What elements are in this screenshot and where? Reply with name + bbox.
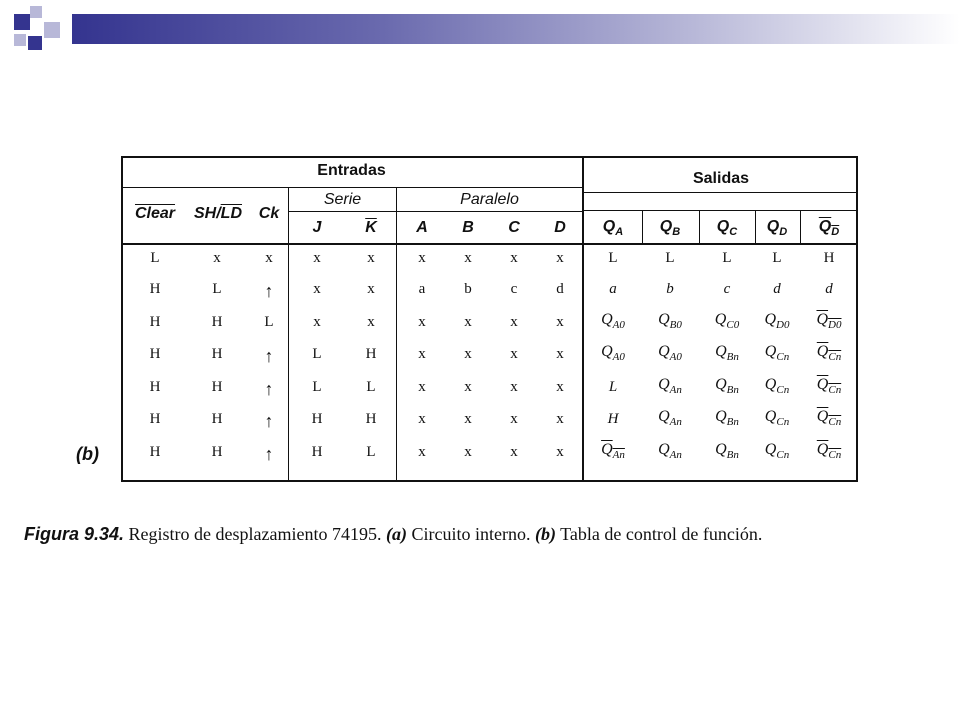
table-cell-output: L (665, 250, 675, 266)
col-clear: Clear (134, 205, 176, 222)
table-cell-output: c (723, 281, 731, 297)
table-cell-output: $Q_{C0}$ (714, 311, 740, 332)
table-cell-output: $Q_{Cn}$ (816, 376, 842, 397)
table-cell-output: $Q_{Bn}$ (715, 441, 739, 462)
table-cell-input: H (211, 379, 223, 395)
table-cell-input: H (211, 346, 223, 362)
table-cell-output: $Q_{An}$ (658, 408, 682, 429)
table-cell-output: d (825, 281, 833, 297)
table-cell-output: $Q_{Cn}$ (764, 376, 790, 397)
caption-text-3: Tabla de control de función. (560, 524, 763, 544)
caption-text-1: Registro de desplazamiento 74195. (128, 524, 382, 544)
col-b: B (462, 219, 474, 236)
table-cell-output: $Q_{A0}$ (601, 311, 625, 332)
table-cell-output: $Q_{D0}$ (764, 311, 790, 332)
table-cell-input: x (556, 250, 564, 266)
table-cell-input: L (312, 379, 322, 395)
table-cell-input: H (149, 314, 161, 330)
table-cell-input: x (556, 379, 564, 395)
table-cell-input: d (556, 281, 564, 297)
table-cell-input: x (418, 346, 426, 362)
table-cell-output: d (773, 281, 781, 297)
table-cell-input: H (211, 444, 223, 460)
col-q-b: $Q_B$ (659, 218, 681, 239)
table-cell-output: L (608, 379, 618, 395)
divider-q-b-c (699, 211, 700, 244)
table-cell-input: ↑ (264, 346, 274, 366)
table-cell-input: x (556, 346, 564, 362)
paralelo-header: Paralelo (460, 191, 519, 208)
table-cell-input: x (313, 250, 321, 266)
table-cell-output: $Q_{Cn}$ (816, 408, 842, 429)
divider-inputs-outputs (582, 156, 584, 482)
table-cell-output: $Q_{B0}$ (658, 311, 682, 332)
table-cell-input: c (510, 281, 518, 297)
divider-serie-paralelo (396, 188, 397, 482)
col-j: J (312, 219, 322, 236)
table-cell-output: $Q_{A0}$ (601, 343, 625, 364)
table-cell-output: L (608, 250, 618, 266)
table-cell-output: $Q_{Bn}$ (715, 343, 739, 364)
table-cell-input: H (211, 411, 223, 427)
table-cell-output: $Q_{A0}$ (658, 343, 682, 364)
table-cell-input: x (464, 250, 472, 266)
table-cell-output: L (722, 250, 732, 266)
table-cell-input: x (464, 314, 472, 330)
table-cell-input: x (510, 314, 518, 330)
table-cell-input: x (313, 314, 321, 330)
table-cell-input: L (312, 346, 322, 362)
table-cell-input: ↑ (264, 411, 274, 431)
table-cell-input: b (464, 281, 472, 297)
figure-caption (24, 524, 762, 545)
table-cell-input: a (418, 281, 426, 297)
divider-q-a-b (642, 211, 643, 244)
table-cell-input: x (510, 444, 518, 460)
table-cell-input: x (510, 411, 518, 427)
table-cell-input: H (149, 444, 161, 460)
table-cell-input: x (556, 314, 564, 330)
table-cell-output: $Q_{D0}$ (816, 311, 842, 332)
table-cell-output: $Q_{Cn}$ (764, 441, 790, 462)
table-cell-output: $Q_{Cn}$ (764, 343, 790, 364)
table-cell-output: a (609, 281, 617, 297)
table-cell-output: H (823, 250, 835, 266)
header-square-light-1 (30, 6, 42, 18)
caption-b: (b) (534, 524, 556, 544)
table-cell-output: $Q_{Bn}$ (715, 408, 739, 429)
table-cell-output: $Q_{An}$ (658, 376, 682, 397)
table-cell-input: x (418, 314, 426, 330)
table-cell-input: x (510, 379, 518, 395)
header-square-light-3 (14, 34, 26, 46)
table-cell-input: ↑ (264, 444, 274, 464)
table-cell-input: H (149, 379, 161, 395)
table-cell-input: H (211, 314, 223, 330)
table-cell-input: x (464, 411, 472, 427)
salidas-header: Salidas (692, 170, 750, 187)
table-cell-input: H (365, 411, 377, 427)
table-cell-input: x (556, 411, 564, 427)
table-cell-output: $Q_{An}$ (658, 441, 682, 462)
part-b-label: (b) (76, 444, 99, 464)
col-q-d-bar: $Q_D$ (818, 218, 840, 239)
table-cell-input: H (149, 346, 161, 362)
table-cell-output: H (607, 411, 619, 427)
col-k: $\overline{K}$ (365, 219, 377, 236)
table-cell-input: x (418, 444, 426, 460)
table-cell-input: x (418, 250, 426, 266)
header-square-navy-2 (28, 36, 42, 50)
table-cell-input: H (311, 444, 323, 460)
table-cell-input: L (212, 281, 222, 297)
col-shld: $SH/\overline{LD}$ (194, 205, 242, 222)
table-cell-output: $Q_{Cn}$ (816, 441, 842, 462)
header-square-light-2 (44, 22, 60, 38)
table-cell-input: x (464, 444, 472, 460)
table-cell-input: L (366, 379, 376, 395)
table-cell-output: b (666, 281, 674, 297)
table-cell-input: x (265, 250, 273, 266)
divider-salidas-boxes-top (584, 210, 858, 211)
divider-header-rows (121, 243, 858, 245)
divider-serie-underline (288, 211, 582, 212)
caption-a: (a) (386, 524, 407, 544)
table-cell-output: L (772, 250, 782, 266)
serie-header: Serie (323, 191, 362, 208)
col-q-a: $Q_A$ (602, 218, 624, 239)
table-cell-input: x (313, 281, 321, 297)
divider-ck-j (288, 188, 289, 482)
table-cell-output: $Q_{Cn}$ (764, 408, 790, 429)
col-q-d: $Q_D$ (766, 218, 788, 239)
table-cell-input: H (365, 346, 377, 362)
table-cell-input: x (510, 250, 518, 266)
caption-text-2: Circuito interno. (411, 524, 531, 544)
table-cell-input: x (367, 314, 375, 330)
col-ck: Ck (258, 205, 280, 222)
table-cell-input: L (150, 250, 160, 266)
table-cell-input: H (149, 281, 161, 297)
table-cell-input: H (311, 411, 323, 427)
table-cell-input: ↑ (264, 281, 274, 301)
divider-salidas-bottom (584, 192, 858, 193)
table-cell-output: $Q_{An}$ (601, 441, 625, 462)
col-c: C (508, 219, 520, 236)
table-cell-input: x (418, 411, 426, 427)
table-cell-input: L (264, 314, 274, 330)
table-cell-output: $Q_{Cn}$ (816, 343, 842, 364)
table-cell-input: H (149, 411, 161, 427)
table-cell-input: x (418, 379, 426, 395)
table-cell-input: x (367, 281, 375, 297)
table-cell-input: x (510, 346, 518, 362)
col-d: D (554, 219, 566, 236)
header-gradient-bar (72, 14, 960, 44)
entradas-header: Entradas (317, 162, 386, 179)
caption-figure-number: Figura 9.34. (24, 524, 125, 544)
col-q-c: $Q_C$ (716, 218, 738, 239)
table-cell-input: ↑ (264, 379, 274, 399)
table-cell-output: $Q_{Bn}$ (715, 376, 739, 397)
table-cell-input: x (213, 250, 221, 266)
table-cell-input: x (556, 444, 564, 460)
col-a: A (416, 219, 428, 236)
table-cell-input: x (464, 379, 472, 395)
table-cell-input: L (366, 444, 376, 460)
header-square-navy-1 (14, 14, 30, 30)
table-cell-input: x (367, 250, 375, 266)
table-cell-input: x (464, 346, 472, 362)
divider-entradas-bottom (121, 187, 582, 188)
